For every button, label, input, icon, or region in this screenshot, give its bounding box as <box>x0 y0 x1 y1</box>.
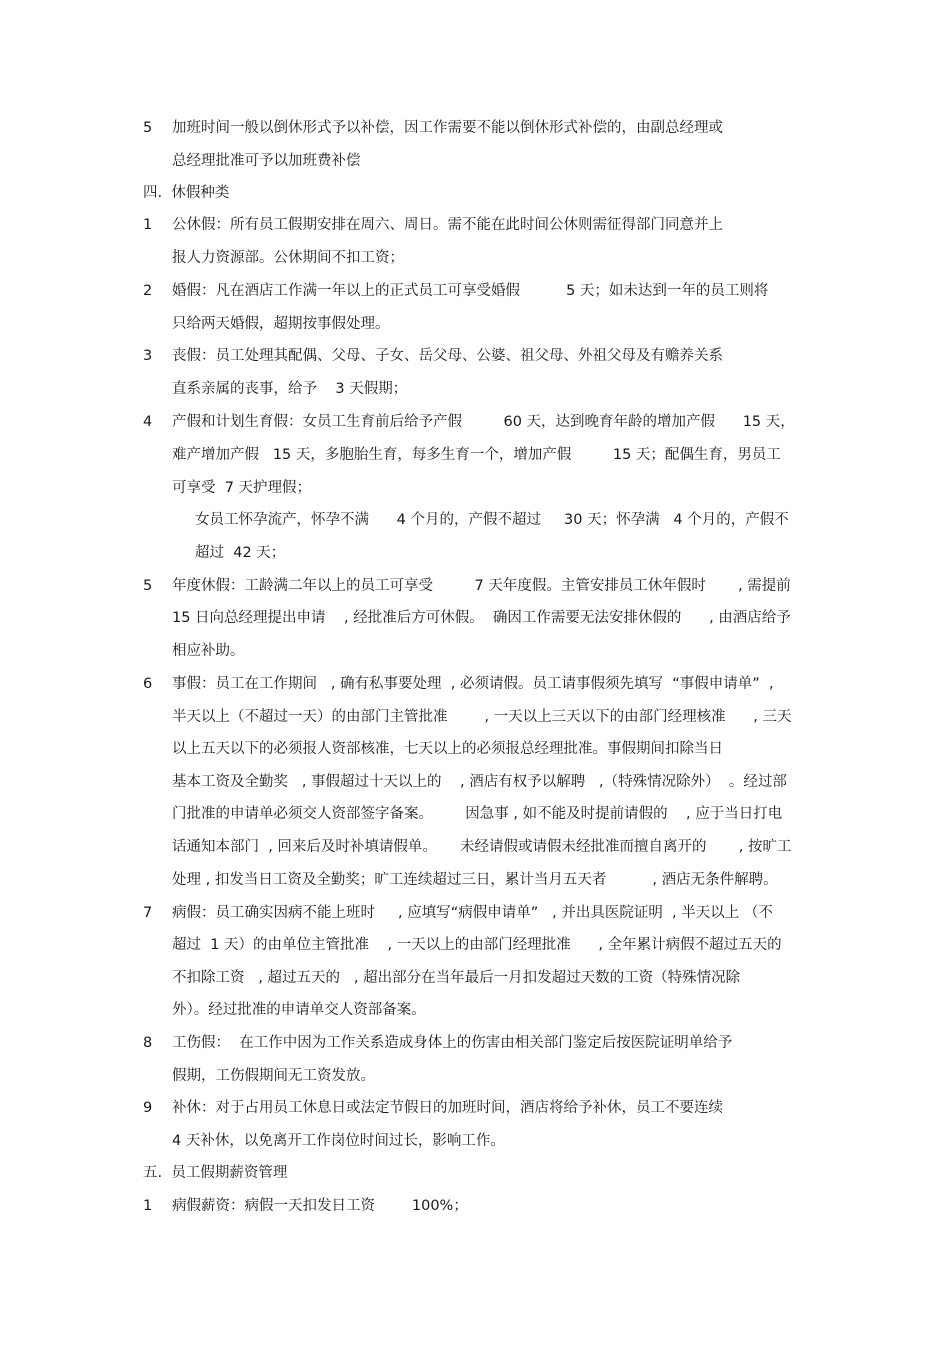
text-line: 病假薪资：病假一天扣发日工资 100%； <box>172 1198 468 1214</box>
text-line: 15 日向总经理提出申请 , 经批准后方可休假。 确因工作需要无法安排休假的 , 由酒店给予 <box>172 610 791 626</box>
text-line: 直系亲属的丧事，给予 3 天假期； <box>172 381 408 397</box>
text-line: 外）。经过批准的申请单交人资部备案。 <box>172 1002 426 1018</box>
text-line: 处理 , 扣发当日工资及全勤奖；旷工连续超过三日，累计当月五天者 , 酒店无条件解聘。 <box>172 872 778 888</box>
text-line: 门批准的申请单必须交人资部签字备案。 因急事 , 如不能及时提前请假的 , 应于当日打电 <box>172 806 783 822</box>
item-number: 2 <box>143 283 153 299</box>
item-number: 6 <box>143 676 153 692</box>
text-line: 不扣除工资 , 超过五天的 , 超出部分在当年最后一月扣发超过天数的工资（特殊情况除 <box>172 970 741 986</box>
item-number: 5 <box>143 120 153 136</box>
text-line: 话通知本部门 , 回来后及时补填请假单。 未经请假或请假未经批准而擅自离开的 , 按旷工 <box>172 839 792 855</box>
text-line: 难产增加产假 15 天，多胞胎生育，每多生育一个，增加产假 15 天；配偶生育，男员工 <box>172 447 781 463</box>
item-number: 5 <box>143 578 153 594</box>
item-number: 8 <box>143 1035 153 1051</box>
item-number: 1 <box>143 217 153 233</box>
text-line: 公休假：所有员工假期安排在周六、周日。需不能在此时间公休则需征得部门同意并上 <box>172 217 723 233</box>
item-number: 4 <box>143 414 153 430</box>
text-line: 假期，工伤假期间无工资发放。 <box>172 1068 375 1084</box>
text-line: 加班时间一般以倒休形式予以补偿，因工作需要不能以倒休形式补偿的，由副总经理或 <box>172 120 723 136</box>
text-line: 病假：员工确实因病不能上班时 , 应填写“病假申请单” , 并出具医院证明 , 半天以上 （不 <box>172 905 773 921</box>
text-line: 丧假：员工处理其配偶、父母、子女、岳父母、公婆、祖父母、外祖父母及有赡养关系 <box>172 348 723 364</box>
text-line: 婚假：凡在酒店工作满一年以上的正式员工可享受婚假 5 天；如未达到一年的员工则将 <box>172 283 769 299</box>
text-line: 超过 42 天； <box>195 545 286 561</box>
text-line: 年度休假：工龄满二年以上的员工可享受 7 天年度假。主管安排员工休年假时 , 需提前 <box>172 578 791 594</box>
item-number: 7 <box>143 905 153 921</box>
item-number: 9 <box>143 1100 153 1116</box>
text-line: 工伤假： 在工作中因为工作关系造成身体上的伤害由相关部门鉴定后按医院证明单给予 <box>172 1035 733 1051</box>
text-line: 总经理批准可予以加班费补偿 <box>172 153 361 169</box>
text-line: 只给两天婚假，超期按事假处理。 <box>172 316 390 332</box>
text-line: 报人力资源部。公休期间不扣工资； <box>172 250 404 266</box>
text-line: 相应补助。 <box>172 643 245 659</box>
section-heading: 四. 休假种类 <box>143 185 230 201</box>
text-line: 产假和计划生育假：女员工生育前后给予产假 60 天，达到晚育年龄的增加产假 15 天， <box>172 414 795 430</box>
text-line: 补休：对于占用员工休息日或法定节假日的加班时间，酒店将给予补休，员工不要连续 <box>172 1100 723 1116</box>
text-line: 以上五天以下的必须报人资部核准，七天以上的必须报总经理批准。事假期间扣除当日 <box>172 741 723 757</box>
text-line: 事假：员工在工作期间 , 确有私事要处理 , 必须请假。员工请事假须先填写 “事假申请单” , <box>172 676 774 692</box>
text-line: 女员工怀孕流产，怀孕不满 4 个月的，产假不超过 30 天；怀孕满 4 个月的，产假不 <box>195 512 789 528</box>
text-line: 半天以上（不超过一天）的由部门主管批准 , 一天以上三天以下的由部门经理核准 , 三天 <box>172 709 792 725</box>
text-line: 超过 1 天）的由单位主管批准 , 一天以上的由部门经理批准 , 全年累计病假不超过五天的 <box>172 937 782 953</box>
section-heading: 五. 员工假期薪资管理 <box>143 1165 288 1181</box>
item-number: 3 <box>143 348 153 364</box>
text-line: 基本工资及全勤奖 , 事假超过十天以上的 , 酒店有权予以解聘 ,（特殊情况除外） 。经过部 <box>172 774 787 790</box>
item-number: 1 <box>143 1198 153 1214</box>
text-line: 4 天补休，以免离开工作岗位时间过长，影响工作。 <box>172 1133 505 1149</box>
text-line: 可享受 7 天护理假； <box>172 480 312 496</box>
